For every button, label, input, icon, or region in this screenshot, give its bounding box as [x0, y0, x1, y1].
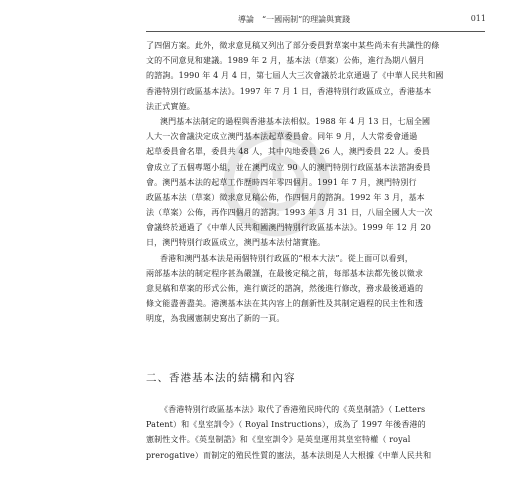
- text-line: prerogative）而制定的殖民性質的憲法，基本法則是人大根據《中華人民共和: [146, 450, 432, 460]
- text-line: 憲制性文件。《英皇制誥》和《皇室訓令》是英皇運用其皇室特權（ royal: [146, 435, 411, 445]
- header-rule: [146, 31, 485, 32]
- text-line: 條文能盡善盡美。港澳基本法在其內容上的創新性及其制定過程的民主性和透: [146, 299, 424, 309]
- text-line: 會。澳門基本法的起草工作歷時四年零四個月。1991 年 7 月，澳門特別行: [146, 177, 417, 187]
- text-line: 意見稿和草案的形式公佈，進行廣泛的諮詢，然後進行修改，務求最後通過的: [146, 284, 424, 293]
- text-line: 《香港特別行政區基本法》取代了香港殖民時代的《英皇制誥》（ Letters: [160, 405, 426, 414]
- text-line: 人大一次會議決定成立澳門基本法起草委員會。同年 9 月，人大常委會通過: [146, 132, 418, 142]
- section-body-text: [146, 402, 484, 463]
- text-line: 文的不同意見和建議。1989 年 2 月，基本法（草案）公佈，進行為期八個月: [146, 56, 425, 66]
- page-number: 011: [470, 14, 486, 23]
- text-line: 的諮詢。1990 年 4 月 4 日，第七屆人大三次會議於北京通過了《中華人民共和國: [146, 71, 444, 81]
- text-line: 澳門基本法制定的過程與香港基本法相似。1988 年 4 月 13 日，七屆全國: [160, 116, 431, 126]
- text-line: 香港和澳門基本法是兩個特別行政區的“根本大法”。從上面可以看到，: [160, 253, 413, 263]
- text-line: 了四個方案。此外，徵求意見稿又列出了部分委員對草案中某些尚未有共識性的條: [146, 41, 440, 50]
- body-text: [146, 38, 484, 327]
- paragraph-1: [146, 38, 484, 114]
- text-line: 法正式實施。: [146, 101, 195, 111]
- header-title: 導論 “一國兩制”的理論與實踐: [238, 15, 351, 24]
- text-line: 日，澳門特別行政區成立，澳門基本法付諸實施。: [146, 238, 326, 248]
- text-line: 起草委員會名單，委員共 48 人，其中內地委員 26 人，澳門委員 22 人。委員: [146, 147, 430, 157]
- text-line: 法（草案）公佈，再作四個月的諮詢。1993 年 3 月 31 日，八屆全國人大一次: [146, 208, 433, 218]
- text-line: 明度，為我國憲制史寫出了新的一頁。: [146, 314, 285, 324]
- section-heading: 二、香港基本法的結構和內容: [146, 372, 296, 384]
- text-line: 兩部基本法的制定程序甚為嚴謹，在最後定稿之前，每部基本法都先後以徵求: [146, 268, 424, 278]
- text-line: 香港特別行政區基本法》。1997 年 7 月 1 日，香港特別行政區成立，香港基本: [146, 86, 432, 96]
- text-line: 會成立了五個專題小組，並在澳門成立 90 人的澳門特別行政區基本法諮詢委員: [146, 162, 431, 172]
- text-line: 會議終於通過了《中華人民共和國澳門特別行政區基本法》。1999 年 12 月 20: [146, 223, 432, 233]
- paragraph-3: [146, 251, 484, 327]
- running-header: [238, 14, 486, 28]
- text-line: Patent）和《皇室訓令》（ Royal Instructions），成為了 1997 年後香港的: [146, 420, 426, 430]
- paragraph-2: [146, 114, 484, 251]
- text-line: 政區基本法（草案）徵求意見稿公佈，作四個月的諮詢。1992 年 3 月，基本: [146, 192, 425, 202]
